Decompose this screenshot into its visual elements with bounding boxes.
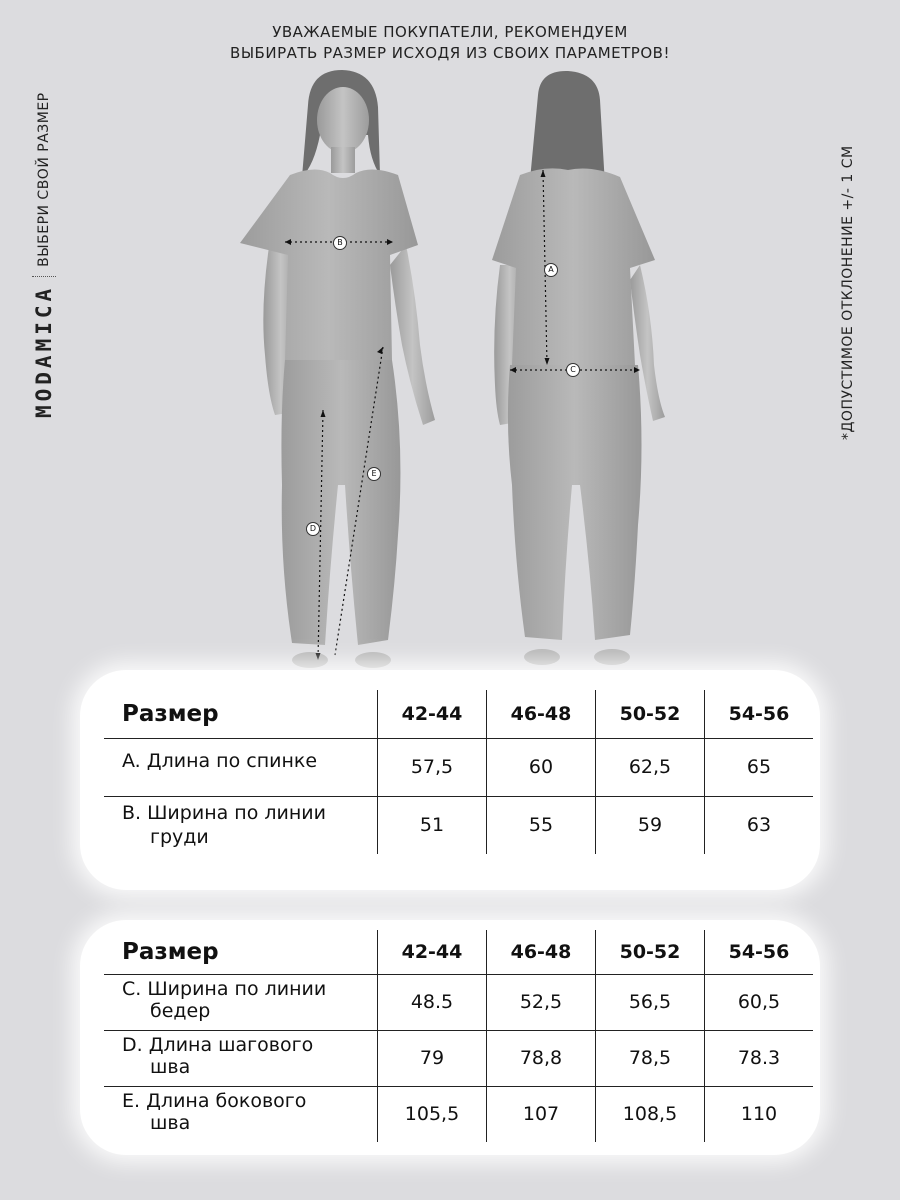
notice-line-1: УВАЖАЕМЫЕ ПОКУПАТЕЛИ, РЕКОМЕНДУЕМ bbox=[272, 23, 628, 41]
marker-e: E bbox=[367, 467, 381, 481]
cell-value: 62,5 bbox=[596, 738, 705, 796]
cell-value: 78,8 bbox=[487, 1030, 596, 1086]
table-row bbox=[104, 1030, 813, 1086]
row-label-line2: шва bbox=[150, 1055, 191, 1078]
size-header-label: Размер bbox=[122, 700, 219, 727]
cell-value: 56,5 bbox=[596, 974, 705, 1030]
cell-value: 79 bbox=[378, 1030, 487, 1086]
back-model-illustration bbox=[480, 65, 680, 670]
marker-b: B bbox=[333, 236, 347, 250]
size-table-card-bottom bbox=[80, 920, 820, 1155]
size-col-1: 42-44 bbox=[378, 930, 487, 974]
size-col-3: 50-52 bbox=[596, 930, 705, 974]
size-col-4: 54-56 bbox=[705, 690, 814, 738]
brand-separator bbox=[32, 275, 56, 277]
cell-value: 105,5 bbox=[378, 1086, 487, 1142]
table-row bbox=[104, 974, 813, 1030]
back-figure bbox=[480, 65, 680, 670]
brand-logo: MODAMICA bbox=[32, 284, 56, 418]
cell-value: 48.5 bbox=[378, 974, 487, 1030]
cell-value: 78.3 bbox=[705, 1030, 814, 1086]
row-label bbox=[104, 738, 378, 796]
table-row bbox=[104, 796, 813, 854]
row-label bbox=[104, 1030, 378, 1086]
cell-value: 60,5 bbox=[705, 974, 814, 1030]
cell-value: 52,5 bbox=[487, 974, 596, 1030]
cell-value: 55 bbox=[487, 796, 596, 854]
brand-tagline: ВЫБЕРИ СВОЙ РАЗМЕР bbox=[36, 92, 52, 267]
row-label-line2: груди bbox=[150, 825, 209, 848]
table-row bbox=[104, 1086, 813, 1142]
row-label-line2: бедер bbox=[150, 999, 211, 1022]
size-table-card-top bbox=[80, 670, 820, 890]
cell-value: 110 bbox=[705, 1086, 814, 1142]
front-model-illustration bbox=[230, 65, 450, 670]
cell-value: 78,5 bbox=[596, 1030, 705, 1086]
size-col-1: 42-44 bbox=[378, 690, 487, 738]
cell-value: 63 bbox=[705, 796, 814, 854]
row-label bbox=[104, 1086, 378, 1142]
row-label bbox=[104, 974, 378, 1030]
table-header-row bbox=[104, 690, 813, 738]
row-label-line1: E. Длина бокового bbox=[122, 1089, 307, 1112]
marker-c: C bbox=[566, 363, 580, 377]
size-col-2: 46-48 bbox=[487, 690, 596, 738]
row-label-line1: A. Длина по спинке bbox=[122, 749, 318, 772]
cell-value: 59 bbox=[596, 796, 705, 854]
marker-d: D bbox=[306, 522, 320, 536]
table-row bbox=[104, 738, 813, 796]
cell-value: 107 bbox=[487, 1086, 596, 1142]
cell-value: 51 bbox=[378, 796, 487, 854]
notice-line-2: ВЫБИРАТЬ РАЗМЕР ИСХОДЯ ИЗ СВОИХ ПАРАМЕТРОВ! bbox=[230, 44, 670, 62]
cell-value: 60 bbox=[487, 738, 596, 796]
row-label-line1: B. Ширина по линии bbox=[122, 801, 326, 824]
row-label bbox=[104, 796, 378, 854]
table-header-row bbox=[104, 930, 813, 974]
cell-value: 108,5 bbox=[596, 1086, 705, 1142]
cell-value: 65 bbox=[705, 738, 814, 796]
row-label-line1: C. Ширина по линии bbox=[122, 977, 327, 1000]
notice bbox=[0, 22, 900, 64]
size-table-top bbox=[104, 690, 813, 854]
size-table-bottom bbox=[104, 930, 813, 1142]
cell-value: 57,5 bbox=[378, 738, 487, 796]
size-col-3: 50-52 bbox=[596, 690, 705, 738]
size-header-label: Размер bbox=[122, 938, 219, 965]
row-label-line1: D. Длина шагового bbox=[122, 1033, 314, 1056]
tolerance-note: *ДОПУСТИМОЕ ОТКЛОНЕНИЕ +/- 1 СМ bbox=[840, 145, 856, 440]
size-col-4: 54-56 bbox=[705, 930, 814, 974]
marker-a: A bbox=[544, 263, 558, 277]
row-label-line2: шва bbox=[150, 1111, 191, 1134]
front-figure bbox=[230, 65, 450, 670]
size-col-2: 46-48 bbox=[487, 930, 596, 974]
brand-vertical bbox=[26, 92, 62, 418]
